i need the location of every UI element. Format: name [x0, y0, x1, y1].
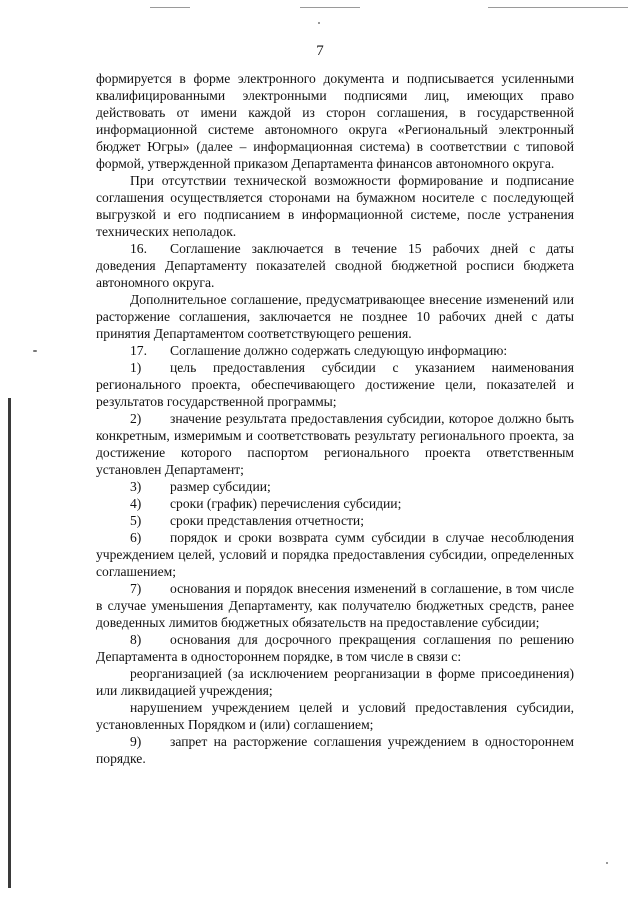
- paragraph-text: реорганизацией (за исключением реорганизации в форме присоединения) или ликвидацией учреждения;: [96, 666, 574, 698]
- paragraph-text: формируется в форме электронного документа и подписывается усиленными квалифицированными электронными подписями лиц, имеющих право действовать от имени каждой из сторон соглашения, в государственной информационной системе автономного округа «Региональный электронный бюджет Югры» (далее – информационная система) в соответствии с типовой формой, утвержденной приказом Департамента финансов автономного округа.: [96, 71, 574, 171]
- paragraph: [96, 580, 574, 631]
- scan-speck: [318, 22, 320, 24]
- item-number: 8): [130, 632, 142, 647]
- scan-speck: [606, 862, 608, 864]
- paragraph: [96, 172, 574, 240]
- paragraph: [96, 733, 574, 767]
- scan-artifact: [300, 7, 360, 8]
- item-number: 17.: [130, 343, 147, 358]
- item-number: 6): [130, 530, 142, 545]
- scan-artifact: [150, 7, 190, 8]
- scan-artifact: [488, 7, 628, 8]
- paragraph-text: цель предоставления субсидии с указанием наименования регионального проекта, обеспечивающего достижение цели, показателей и результатов государственной программы;: [96, 360, 574, 409]
- paragraph: [96, 495, 574, 512]
- paragraph-text: основания и порядок внесения изменений в соглашение, в том числе в случае уменьшения Департаменту, как получателю бюджетных средств, ранее доведенных лимитов бюджетных обязательств на предоставление субсидии;: [96, 581, 574, 630]
- item-number: 4): [130, 496, 142, 511]
- item-number: 9): [130, 734, 142, 749]
- paragraph: [96, 512, 574, 529]
- paragraph-text: Соглашение заключается в течение 15 рабочих дней с даты доведения Департаменту показателей сводной бюджетной росписи бюджета автономного округа.: [96, 241, 574, 290]
- paragraph: [96, 699, 574, 733]
- paragraph-text: значение результата предоставления субсидии, которое должно быть конкретным, измеримым и соответствовать результату регионального проекта, за достижение которого паспортом регионального проекта ответственным установлен Департамент;: [96, 411, 574, 477]
- paragraph-text: При отсутствии технической возможности формирование и подписание соглашения осуществляется сторонами на бумажном носителе с последующей выгрузкой и его подписанием в информационной системе, после устранения технических неполадок.: [96, 173, 574, 239]
- paragraph-text: Дополнительное соглашение, предусматривающее внесение изменений или расторжение соглашения, заключается не позднее 10 рабочих дней с даты принятия Департаментом соответствующего решения.: [96, 292, 574, 341]
- page-number: 7: [316, 43, 324, 59]
- item-number: 5): [130, 513, 142, 528]
- paragraph-text: запрет на расторжение соглашения учреждением в одностороннем порядке.: [96, 734, 574, 766]
- paragraph-text: нарушением учреждением целей и условий предоставления субсидии, установленных Порядком и (или) соглашением;: [96, 700, 574, 732]
- item-number: 1): [130, 360, 142, 375]
- scan-speck: [33, 350, 37, 352]
- paragraph: [96, 478, 574, 495]
- paragraph-text: основания для досрочного прекращения соглашения по решению Департамента в одностороннем порядке, в том числе в связи с:: [96, 632, 574, 664]
- item-number: 2): [130, 411, 142, 426]
- paragraph-text: Соглашение должно содержать следующую информацию:: [170, 343, 508, 358]
- item-number: 3): [130, 479, 142, 494]
- paragraph-text: сроки представления отчетности;: [170, 513, 364, 528]
- paragraph: [96, 342, 574, 359]
- paragraph: [96, 665, 574, 699]
- paragraph: [96, 291, 574, 342]
- paragraph: [96, 359, 574, 410]
- document-body: [96, 70, 574, 767]
- paragraph-text: сроки (график) перечисления субсидии;: [170, 496, 402, 511]
- paragraph: [96, 529, 574, 580]
- paragraph-text: порядок и сроки возврата сумм субсидии в случае несоблюдения учреждением целей, условий и порядка предоставления субсидии, определенных соглашением;: [96, 530, 574, 579]
- item-number: 16.: [130, 241, 147, 256]
- item-number: 7): [130, 581, 142, 596]
- margin-bar: [8, 398, 11, 888]
- paragraph-text: размер субсидии;: [170, 479, 271, 494]
- paragraph: [96, 410, 574, 478]
- paragraph: [96, 70, 574, 172]
- paragraph: [96, 631, 574, 665]
- paragraph: [96, 240, 574, 291]
